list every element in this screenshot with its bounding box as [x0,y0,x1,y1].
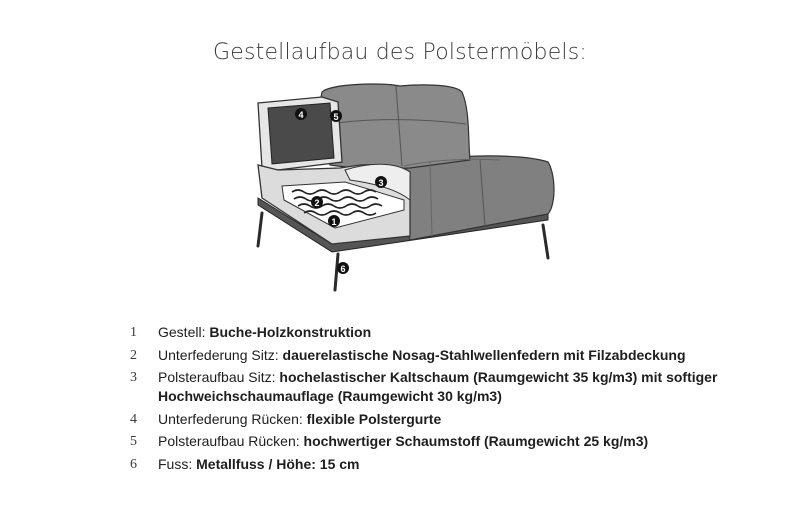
marker-1-label: 1 [331,217,337,227]
marker-3 [375,176,387,188]
legend-value: Buche-Holzkonstruktion [209,324,372,340]
legend-label: Gestell: [158,324,210,340]
legend-number: 5 [130,434,137,449]
marker-6 [337,262,349,274]
marker-4-label: 4 [298,110,304,120]
legend-label: Unterfederung Rücken: [158,410,307,427]
marker-5-label: 5 [333,112,339,122]
legend-value: dauerelastische Nosag-Stahlwellenfedern mit Filzabdeckung [282,346,686,363]
back-cushion [320,84,470,169]
legend-number: 4 [130,411,137,427]
marker-4 [295,108,307,120]
legend-number: 6 [130,456,137,472]
legend-value: hochwertiger Schaumstoff (Raumgewicht 25 kg/m3) [303,433,649,449]
diagram-title: Gestellaufbau des Polstermöbels: [212,40,588,65]
seat-cushion [403,156,554,240]
legend-value: Metallfuss / Höhe: 15 cm [196,455,360,472]
legend-item [130,346,798,365]
legend-value: hochelastischer Kaltschaum (Raumgewicht 35 kg/m3) mit softiger Hochweichschaumauflage (Raumgewicht 30 kg/m3) [158,369,718,404]
legend-list [130,323,798,477]
marker-2 [311,196,323,208]
legend-item [130,455,798,474]
legend-number: 2 [130,347,137,363]
legend-label: Fuss: [158,455,197,472]
legend-label: Polsteraufbau Rücken: [158,433,304,449]
marker-2-label: 2 [314,198,320,208]
marker-5 [330,110,342,122]
marker-6-label: 6 [340,264,346,274]
legend-item [130,368,798,406]
legend-number: 1 [130,325,137,340]
legend-item [130,323,798,342]
legend-item [130,432,798,451]
legend-label: Unterfederung Sitz: [158,346,283,363]
legend-label: Polsteraufbau Sitz: [158,369,280,385]
marker-1 [328,215,340,227]
legend-item [130,410,798,429]
marker-3-label: 3 [378,178,384,188]
legend-value: flexible Polstergurte [306,410,442,427]
legend-number: 3 [130,370,137,385]
